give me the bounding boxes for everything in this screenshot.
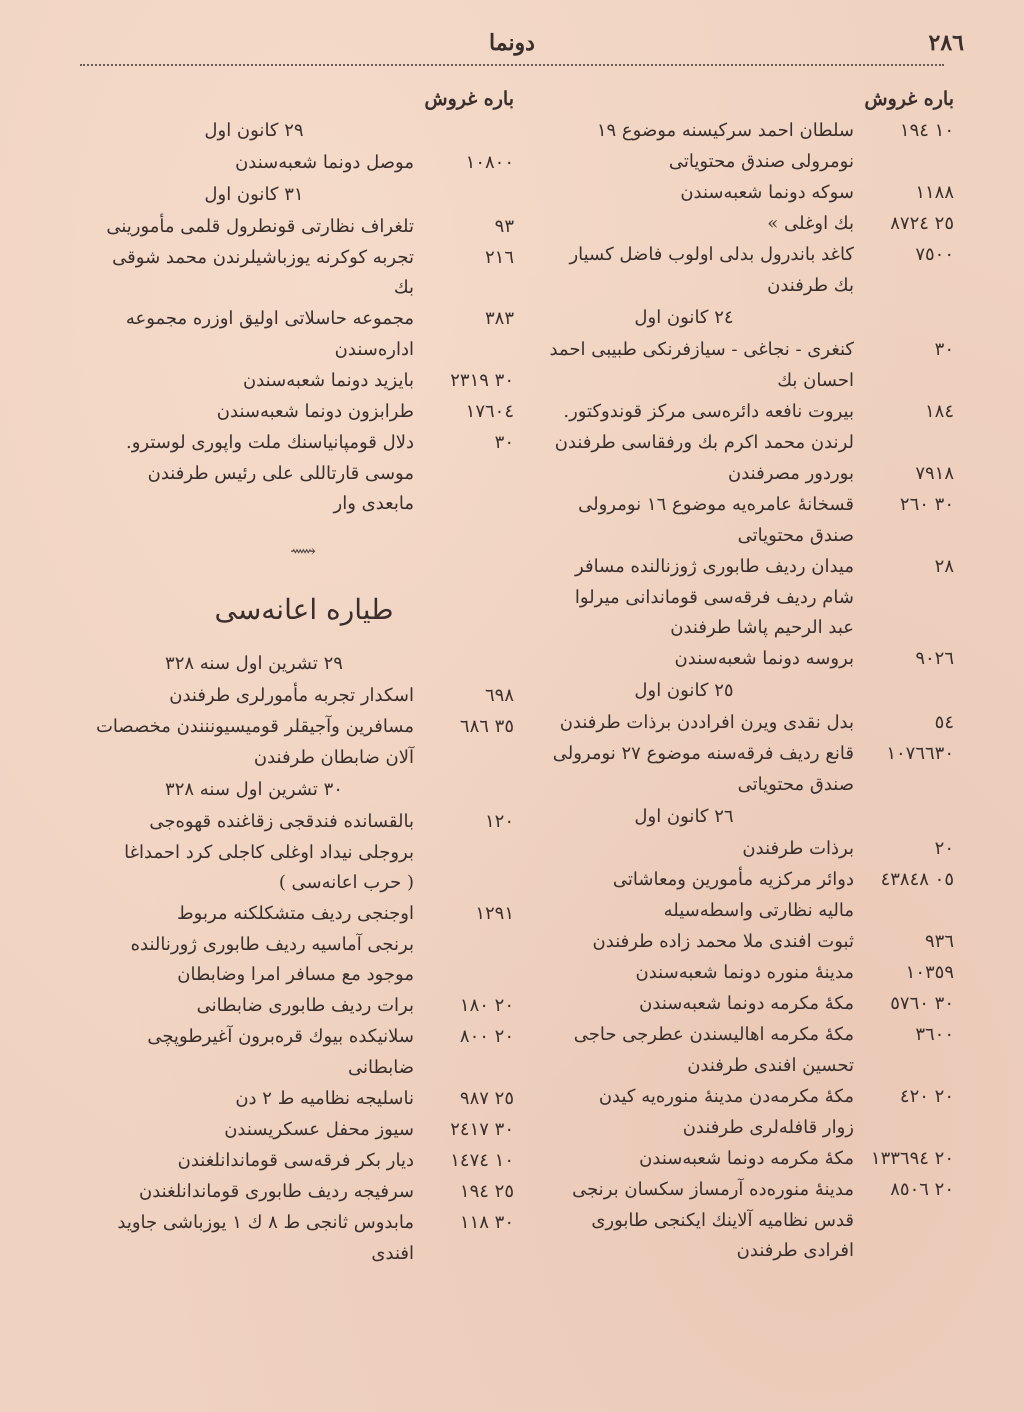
ledger-entry xyxy=(94,807,514,837)
ledger-entry xyxy=(514,397,954,427)
entry-description: برذات طرفندن xyxy=(742,838,854,859)
entry-description: بروسه دونما شعبه‌سندن xyxy=(674,648,854,669)
ledger-entry xyxy=(514,240,954,270)
entry-continuation: صندق محتوياتى xyxy=(737,774,854,795)
entry-amount: ٢٥ ١٩٤ xyxy=(459,1181,514,1202)
entry-amount: ٣٠ ٢٤١٧ xyxy=(450,1119,514,1140)
ledger-entry xyxy=(514,708,954,738)
ledger-entry xyxy=(514,1144,954,1174)
ledger-entry xyxy=(94,899,514,929)
page-header xyxy=(60,28,964,64)
ledger-entry xyxy=(514,1175,954,1205)
entry-continuation: شام رديف فرقه‌سى قوماندانى ميرلوا xyxy=(574,587,854,608)
entry-description: موصل دونما شعبه‌سندن xyxy=(235,152,414,173)
entry-description: مكهٔ مكرمه‌دن مدينهٔ منوره‌يه كيدن xyxy=(598,1086,854,1107)
entry-description: قانع رديف فرقه‌سنه موضوع ٢٧ نومرولى xyxy=(552,743,854,764)
entry-continuation: ماليه نظارتى واسطه‌سيله xyxy=(663,900,854,921)
entry-continuation: ضابطانى xyxy=(347,1057,414,1078)
ledger-entry xyxy=(514,459,954,489)
entry-description: قسخانهٔ عامره‌يه موضوع ١٦ نومرولى xyxy=(578,494,854,515)
entry-amount: ٣٠ xyxy=(934,339,954,360)
entry-description: سرفيجه رديف طابورى قوماندانلغندن xyxy=(139,1181,414,1202)
ledger-entry xyxy=(514,927,954,957)
entry-continuation: نومرولى صندق محتوياتى xyxy=(668,151,854,172)
date-heading: ٢٩ كانون اول xyxy=(204,120,304,141)
unit-header: باره غروش xyxy=(424,88,514,110)
entry-description: اوجنجى رديف متشكلكنه مربوط xyxy=(177,903,414,924)
entry-description: سلانيكده بيوك قره‌برون آغيرطوپچى xyxy=(147,1026,414,1047)
entry-description: ناسليجه نظاميه ط ٢ دن xyxy=(235,1088,414,1109)
running-title: دونما xyxy=(489,30,535,56)
entry-continuation: موجود مع مسافر امرا وضابطان xyxy=(177,964,414,985)
ledger-entry xyxy=(514,335,954,365)
entry-continuation: اداره‌سندن xyxy=(334,339,414,360)
entry-amount: ١٨٤ xyxy=(924,401,954,422)
entry-amount: ٣٠ ١١٨ xyxy=(459,1212,514,1233)
entry-description: مكهٔ مكرمه دونما شعبه‌سندن xyxy=(639,1148,854,1169)
ledger-entry xyxy=(94,1115,514,1145)
entry-description: مدينهٔ منوره دونما شعبه‌سندن xyxy=(635,962,854,983)
entry-continuation: ( حرب اعانه‌سى ) xyxy=(278,872,414,893)
ledger-entry xyxy=(94,148,514,178)
entry-amount: ٠٥ ٤٣٨٤٨ xyxy=(880,869,954,890)
entry-amount: ٢٠ ١٨٠ xyxy=(459,995,514,1016)
entry-description: دلال قومپانياسنك ملت واپورى لوسترو. xyxy=(125,432,414,453)
entry-amount: ٣٠ ٥٧٦٠ xyxy=(890,993,954,1014)
entry-description: مدينهٔ منوره‌ده آرمساز سكسان برنجى xyxy=(572,1179,854,1200)
entry-description: مكهٔ مكرمه دونما شعبه‌سندن xyxy=(639,993,854,1014)
entry-continuation: لرندن محمد اكرم بك ورفقاسى طرفندن xyxy=(554,432,854,453)
entry-amount: ١٢٩١ xyxy=(475,903,514,924)
entry-amount: ٢٠ xyxy=(934,838,954,859)
entry-description: مسافرين وآجيقلر قوميسيوننندن مخصصات xyxy=(95,716,414,737)
entry-amount: ٧٥٠٠ xyxy=(915,244,954,265)
ledger-entry xyxy=(94,991,514,1021)
ledger-entry xyxy=(94,304,514,334)
left-entries-top xyxy=(94,116,514,519)
ledger-entry xyxy=(514,834,954,864)
entry-description: اسكدار تجربه مأمورلرى طرفندن xyxy=(169,685,414,706)
entry-amount: ٩٣ xyxy=(494,216,514,237)
entry-amount: ٦٩٨ xyxy=(484,685,514,706)
entry-description: برات رديف طابورى ضابطانى xyxy=(196,995,414,1016)
entry-continuation: احسان بك xyxy=(777,370,854,391)
entry-amount: ٣٠ xyxy=(494,432,514,453)
ledger-entry xyxy=(514,490,954,520)
entry-description: بيروت نافعه دائره‌سى مركز قوندوكتور. xyxy=(563,401,854,422)
entry-continuation: مابعدى وار xyxy=(333,493,414,514)
entry-amount: ١٠ ١٩٤ xyxy=(899,120,954,141)
ledger-entry xyxy=(514,178,954,208)
date-heading: ٢٦ كانون اول xyxy=(634,806,734,827)
header-rule xyxy=(80,64,944,66)
entry-amount: ٢٠ ٤٢٠ xyxy=(899,1086,954,1107)
ledger-entry xyxy=(514,644,954,674)
entry-continuation: صندق محتوياتى xyxy=(737,525,854,546)
entry-amount: ١١٨٨ xyxy=(915,182,954,203)
entry-description: مابدوس ثانجى ط ٨ ك ١ يوزباشى جاويد xyxy=(117,1212,414,1233)
entry-amount: ١٠ ١٤٧٤ xyxy=(450,1150,514,1171)
ledger-entry xyxy=(94,1146,514,1176)
entry-amount: ٩٣٦ xyxy=(924,931,954,952)
entry-description: سلطان احمد سركيسنه موضوع ١٩ xyxy=(596,120,854,141)
entry-continuation: تحسين افندى طرفندن xyxy=(687,1055,854,1076)
entry-description: بك اوغلى » xyxy=(767,213,854,234)
entry-description: سيوز محفل عسكريسندن xyxy=(224,1119,414,1140)
entry-description: ميدان رديف طابورى ژوزنالنده مسافر xyxy=(575,556,854,577)
entry-description: بالقسانده فندقجى زقاغنده قهوه‌جى xyxy=(149,811,414,832)
entry-amount: ٣٨٣ xyxy=(484,308,514,329)
entry-continuation: بك طرفندن xyxy=(767,275,854,296)
ledger-entry xyxy=(514,739,954,769)
entry-amount: ٢٠ ١٣٣٦٩٤ xyxy=(870,1148,954,1169)
date-heading: ٣١ كانون اول xyxy=(204,184,304,205)
entry-continuation: زوار قافله‌لرى طرفندن xyxy=(682,1117,854,1138)
page-number: ۲۸٦ xyxy=(928,30,964,56)
ledger-entry xyxy=(514,1082,954,1112)
ledger-entry xyxy=(514,116,954,146)
entry-description: طرابزون دونما شعبه‌سندن xyxy=(216,401,414,422)
entry-description: دوائر مركزيه مأمورين ومعاشاتى xyxy=(612,869,854,890)
entry-continuation: موسى قارتاللى على رئيس طرفندن xyxy=(147,463,414,484)
ledger-entry xyxy=(94,243,514,303)
entry-amount: ٧٩١٨ xyxy=(915,463,954,484)
entry-amount: ١٠٣٥٩ xyxy=(905,962,954,983)
ledger-entry xyxy=(514,1020,954,1050)
entry-continuation: قدس نظاميه آلاينك ايكنجى طابورى xyxy=(591,1210,854,1231)
entry-amount: ٣٥ ٦٨٦ xyxy=(459,716,514,737)
entry-description: مكهٔ مكرمه اهاليسندن عطرجى حاجى xyxy=(573,1024,854,1045)
date-heading: ٣٠ تشرين اول سنه ٣٢٨ xyxy=(165,779,343,800)
entry-amount: ١٧٦٠٤ xyxy=(465,401,514,422)
entry-continuation: بروجلى نيداد اوغلى كاجلى كرد احمداغا xyxy=(124,842,414,863)
unit-header: باره غروش xyxy=(864,88,954,110)
entry-amount: ١٠٧٦٦٣٠ xyxy=(886,743,954,764)
entry-continuation: عبد الرحيم پاشا طرفندن xyxy=(670,617,854,638)
ledger-entry xyxy=(94,366,514,396)
ledger-entry xyxy=(514,865,954,895)
entry-amount: ١٢٠ xyxy=(484,811,514,832)
entry-description: كاغد باندرول بدلى اولوب فاضل كسيار xyxy=(569,244,854,265)
ledger-entry xyxy=(514,552,954,582)
ledger-entry xyxy=(514,958,954,988)
entry-description: تجربه كوكرنه يوزباشيلرندن محمد شوقى بك xyxy=(112,247,414,298)
entry-amount: ٣٠ ٢٣١٩ xyxy=(450,370,514,391)
entry-amount: ٢٨ xyxy=(934,556,954,577)
ledger-entry xyxy=(94,1084,514,1114)
entry-description: سوكه دونما شعبه‌سندن xyxy=(680,182,854,203)
left-column xyxy=(94,84,514,1269)
ledger-entry xyxy=(514,209,954,239)
entry-description: تلغراف نظارتى قونطرول قلمى مأمورينى xyxy=(106,216,414,237)
ledger-entry xyxy=(94,212,514,242)
right-column xyxy=(514,84,954,1266)
entry-amount: ١٠٨٠٠ xyxy=(465,152,514,173)
entry-continuation: افرادى طرفندن xyxy=(736,1240,854,1261)
entry-amount: ٣٠ ٢٦٠ xyxy=(899,494,954,515)
entry-amount: ٩٠٢٦ xyxy=(915,648,954,669)
left-entries-bottom xyxy=(94,649,514,1269)
ledger-entry xyxy=(94,1208,514,1238)
date-heading: ٢٤ كانون اول xyxy=(634,307,734,328)
entry-description: كنغرى - نجاغى - سيازفرنكى طبيبى احمد xyxy=(549,339,854,360)
ledger-entry xyxy=(94,397,514,427)
ledger-entry xyxy=(94,712,514,742)
date-heading: ٢٥ كانون اول xyxy=(634,680,734,701)
entry-amount: ٢٥ ٨٧٢٤ xyxy=(890,213,954,234)
entry-amount: ٢١٦ xyxy=(484,247,514,268)
entry-description: ديار بكر فرقه‌سى قوماندانلغندن xyxy=(177,1150,414,1171)
ledger-entry xyxy=(94,1022,514,1052)
ledger-entry xyxy=(94,428,514,458)
section-title: طياره اعانه‌سى xyxy=(214,593,394,626)
entry-amount: ٣٦٠٠ xyxy=(915,1024,954,1045)
entry-description: بوردور مصرفندن xyxy=(727,463,854,484)
entry-description: بدل نقدى ويرن افراددن برذات طرفندن xyxy=(559,712,854,733)
ledger-entry xyxy=(514,989,954,1019)
entry-description: ثبوت افندى ملا محمد زاده طرفندن xyxy=(592,931,854,952)
entry-amount: ٢٥ ٩٨٧ xyxy=(459,1088,514,1109)
date-heading: ٢٩ تشرين اول سنه ٣٢٨ xyxy=(165,653,343,674)
right-entries xyxy=(514,116,954,1266)
entry-continuation: برنجى آماسيه رديف طابورى ژورنالنده xyxy=(130,934,414,955)
entry-amount: ٥٤ xyxy=(934,712,954,733)
entry-amount: ٢٠ ٨٥٠٦ xyxy=(890,1179,954,1200)
entry-amount: ٢٠ ٨٠٠ xyxy=(459,1026,514,1047)
entry-description: مجموعه حاسلاتى اوليق اوزره مجموعه xyxy=(125,308,414,329)
entry-continuation: آلان ضابطان طرفندن xyxy=(253,747,414,768)
ledger-entry xyxy=(94,1177,514,1207)
section-separator: ⟿ xyxy=(290,541,318,562)
ledger-entry xyxy=(94,681,514,711)
entry-continuation: افندى xyxy=(371,1243,414,1264)
entry-description: بايزيد دونما شعبه‌سندن xyxy=(243,370,414,391)
